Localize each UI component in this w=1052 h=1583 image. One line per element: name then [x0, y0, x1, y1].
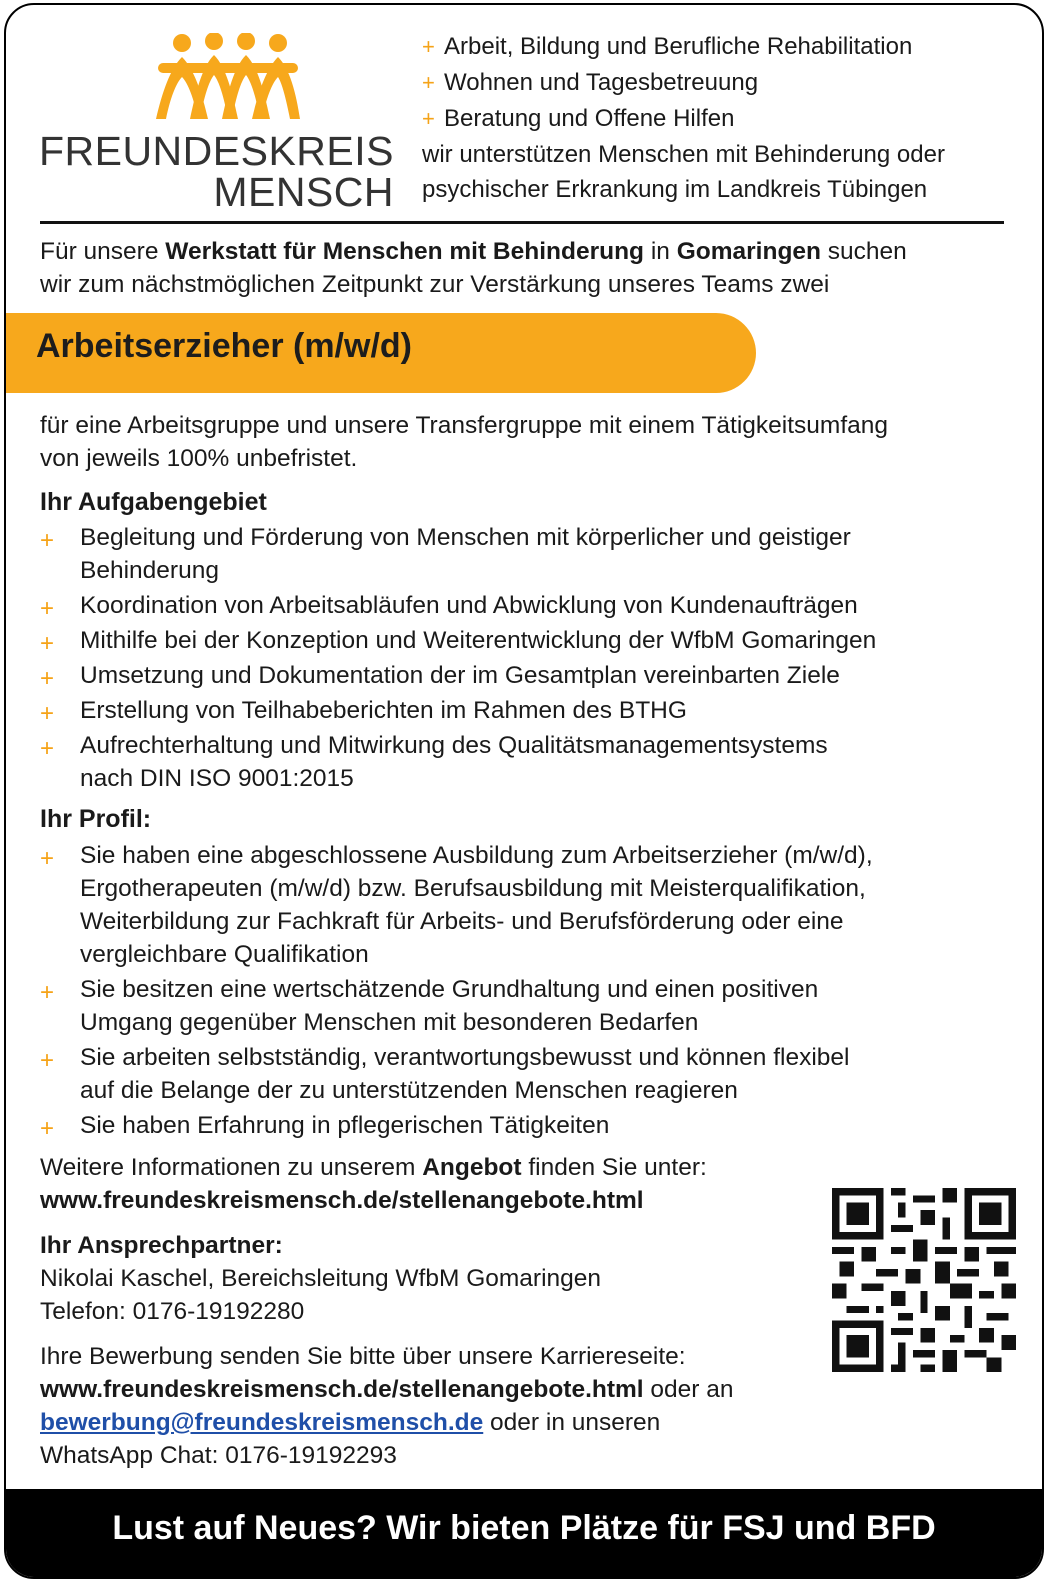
- list-item: + Erstellung von Teilhabeberichten im Rahmen des BTHG: [40, 694, 876, 727]
- contact-block: [40, 1229, 601, 1328]
- plus-icon: +: [40, 845, 55, 872]
- plus-icon: +: [40, 630, 55, 657]
- list-item: + Sie besitzen eine wertschätzende Grundhaltung und einen positiven Umgang gegenüber Menschen mit besonderen Bedarfen: [40, 976, 819, 1036]
- list-item: + Umsetzung und Dokumentation der im Gesamtplan vereinbarten Ziele: [40, 659, 876, 692]
- plus-icon: +: [422, 70, 435, 95]
- plus-icon: +: [40, 1115, 55, 1142]
- profile-list: [40, 839, 873, 1144]
- list-item: + Koordination von Arbeitsabläufen und Abwicklung von Kundenaufträgen: [40, 589, 876, 622]
- contact-phone: Telefon: 0176-19192280: [40, 1298, 305, 1325]
- contact-heading: Ihr Ansprechpartner:: [40, 1232, 283, 1259]
- divider: [40, 221, 1004, 224]
- scope-text: für eine Arbeitsgruppe und unsere Transfergruppe mit einem Tätigkeitsumfang von jeweils 100% unbefristet.: [40, 412, 889, 472]
- apply-url-link[interactable]: www.freundeskreismensch.de/stellenangebote.html: [40, 1376, 644, 1403]
- plus-icon: +: [40, 595, 55, 622]
- logo-text-freundeskreis: FREUNDESKREIS: [38, 128, 394, 174]
- apply-block: Ihre Bewerbung senden Sie bitte über unsere Karriereseite: www.freundeskreismensch.de/stellenangebote.html oder an bewerbung@freundeskreismensch.de oder in unseren WhatsApp Chat: 0176-19192293: [40, 1340, 734, 1472]
- list-item: + Sie haben eine abgeschlossene Ausbildung zum Arbeitserzieher (m/w/d), Ergotherapeuten (m/w/d) bzw. Berufsausbildung mit Meisterqualifikation, Weiterbildung zur Fachkraft für Arbeits- und Berufsförderung oder eine vergleichbare Qualifikation: [40, 842, 873, 968]
- service-item: + Wohnen und Tagesbetreuung: [422, 65, 912, 101]
- plus-icon: +: [422, 106, 435, 131]
- plus-icon: +: [40, 735, 55, 762]
- qr-code-icon[interactable]: [832, 1188, 1016, 1372]
- plus-icon: +: [40, 700, 55, 727]
- email-link[interactable]: bewerbung@freundeskreismensch.de: [40, 1409, 484, 1436]
- plus-icon: +: [40, 527, 55, 554]
- info-text: Weitere Informationen zu unserem Angebot finden Sie unter: www.freundeskreismensch.de/stellenangebote.html: [40, 1154, 707, 1214]
- plus-icon: +: [422, 34, 435, 59]
- tasks-list: [40, 521, 876, 797]
- list-item: + Aufrechterhaltung und Mitwirkung des Qualitätsmanagementsystems nach DIN ISO 9001:2015: [40, 732, 828, 792]
- list-item: + Mithilfe bei der Konzeption und Weiterentwicklung der WfbM Gomaringen: [40, 624, 876, 657]
- job-ad-card: [4, 3, 1044, 1579]
- list-item: + Sie arbeiten selbstständig, verantwortungsbewusst und können flexibel auf die Belange der zu unterstützenden Menschen reagieren: [40, 1044, 850, 1104]
- mission-statement: wir unterstützen Menschen mit Behinderung oder psychischer Erkrankung im Landkreis Tübingen: [422, 141, 945, 203]
- plus-icon: +: [40, 979, 55, 1006]
- logo: [38, 29, 394, 215]
- plus-icon: +: [40, 665, 55, 692]
- list-item: + Sie haben Erfahrung in pflegerischen Tätigkeiten: [40, 1109, 873, 1142]
- tasks-heading: Ihr Aufgabengebiet: [40, 488, 267, 516]
- info-url-link[interactable]: www.freundeskreismensch.de/stellenangebote.html: [40, 1187, 644, 1214]
- logo-text-mensch: MENSCH: [213, 169, 394, 215]
- list-item: + Begleitung und Förderung von Menschen mit körperlicher und geistiger Behinderung: [40, 524, 851, 584]
- four-people-icon: [152, 33, 302, 125]
- intro-text: Für unsere Werkstatt für Menschen mit Behinderung in Gomaringen suchen wir zum nächstmöglichen Zeitpunkt zur Verstärkung unseres Teams zwei: [40, 238, 907, 298]
- plus-icon: +: [40, 1047, 55, 1074]
- contact-name: Nikolai Kaschel, Bereichsleitung WfbM Gomaringen: [40, 1265, 602, 1292]
- profile-heading: Ihr Profil:: [40, 805, 152, 833]
- job-title: Arbeitserzieher (m/w/d): [36, 327, 412, 365]
- footer-banner: Lust auf Neues? Wir bieten Plätze für FSJ und BFD: [6, 1489, 1042, 1579]
- service-item: + Beratung und Offene Hilfen: [422, 101, 912, 137]
- whatsapp-contact: WhatsApp Chat: 0176-19192293: [40, 1442, 397, 1469]
- services-list: [422, 29, 912, 137]
- service-item: + Arbeit, Bildung und Berufliche Rehabilitation: [422, 29, 912, 65]
